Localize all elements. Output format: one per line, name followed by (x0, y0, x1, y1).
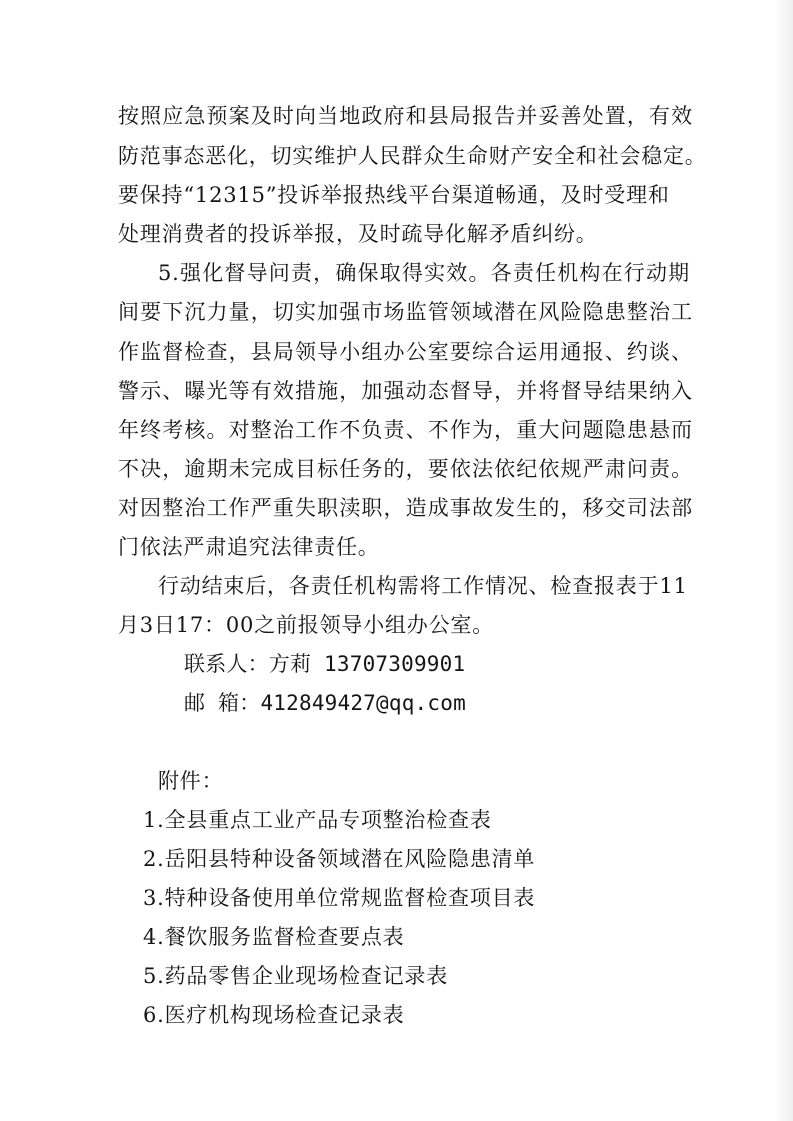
body-line-8: 警示、曝光等有效措施，加强动态督导，并将督导结果纳入 (118, 379, 693, 403)
body-line-3: 要保持“12315”投诉举报热线平台渠道畅通，及时受理和 (118, 183, 670, 207)
body-line-5: 5.强化督导问责，确保取得实效。各责任机构在行动期 (158, 261, 690, 285)
body-line-14: 月3日17：00之前报领导小组办公室。 (118, 613, 495, 637)
body-line-11: 对因整治工作严重失职渎职，造成事故发生的，移交司法部 (118, 496, 693, 520)
attachment-item-2: 2.岳阳县特种设备领域潜在风险隐患清单 (143, 847, 536, 871)
attachments-heading: 附件： (158, 769, 224, 793)
body-line-13: 行动结束后，各责任机构需将工作情况、检查报表于11 (158, 574, 688, 598)
contact-person-phone: 联系人：方莉 13707309901 (184, 652, 466, 676)
attachment-item-4: 4.餐饮服务监督检查要点表 (143, 925, 405, 949)
body-line-1: 按照应急预案及时向当地政府和县局报告并妥善处置，有效 (118, 104, 693, 128)
body-line-12: 门依法严肃追究法律责任。 (118, 535, 380, 559)
attachment-item-3: 3.特种设备使用单位常规监督检查项目表 (143, 886, 536, 910)
contact-email: 邮 箱：412849427@qq.com (184, 691, 466, 715)
body-line-2: 防范事态恶化，切实维护人民群众生命财产安全和社会稳定。 (118, 144, 707, 168)
attachment-item-5: 5.药品零售企业现场检查记录表 (143, 964, 449, 988)
body-line-7: 作监督检查，县局领导小组办公室要综合运用通报、约谈、 (118, 340, 693, 364)
scan-edge-shadow (775, 0, 793, 1121)
body-line-10: 不决，逾期未完成目标任务的，要依法依纪依规严肃问责。 (118, 457, 693, 481)
attachment-item-1: 1.全县重点工业产品专项整治检查表 (143, 808, 492, 832)
body-line-6: 间要下沉力量，切实加强市场监管领域潜在风险隐患整治工 (118, 300, 693, 324)
attachment-item-6: 6.医疗机构现场检查记录表 (143, 1003, 405, 1027)
body-line-9: 年终考核。对整治工作不负责、不作为，重大问题隐患悬而 (118, 418, 693, 442)
body-line-4: 处理消费者的投诉举报，及时疏导化解矛盾纠纷。 (118, 222, 598, 246)
